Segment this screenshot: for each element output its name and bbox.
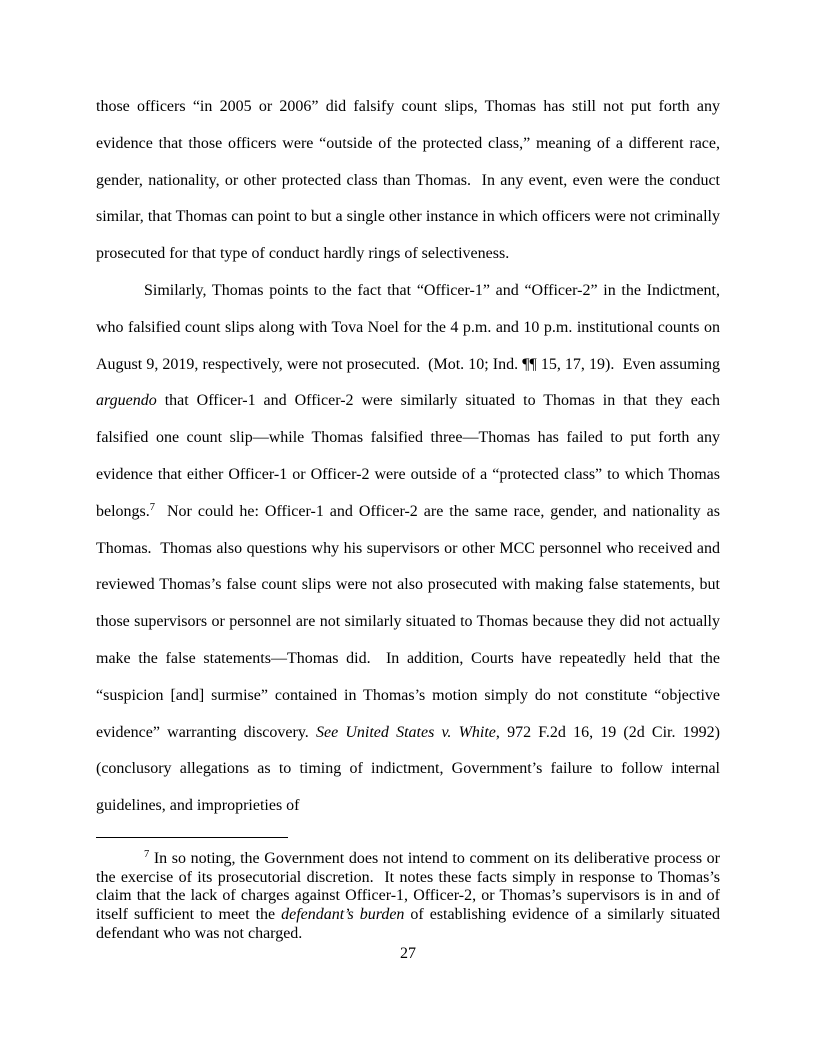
italic-text-run: See United States v. White	[315, 723, 496, 741]
footnote-reference: 7	[149, 501, 156, 513]
footnote-separator-rule	[96, 837, 288, 838]
text-run: In so noting, the Government does not intend to comment on its deliberative process or the exercise of its prosecutorial discretion. It notes these facts simply in response to Thomas’s claim that the lack of charges against Officer-1, Officer-2, or Thomas’s supervisors is in and of itself sufficient to meet the	[96, 850, 720, 924]
text-run: that Officer-1 and Officer-2 were similarly situated to Thomas in that they each falsified one count slip—while Thomas falsified three—Thomas has failed to put forth any evidence that either Officer-1 or Officer-2 were outside of a “protected class” to which Thomas belongs.	[96, 392, 720, 520]
footnote-text	[96, 850, 720, 944]
text-run: , 972 F.2d 16, 19 (2d Cir. 1992) (conclusory allegations as to timing of indictment, Government’s failure to follow internal guidelines, and improprieties of	[96, 723, 721, 815]
text-run: Similarly, Thomas points to the fact that “Officer-1” and “Officer-2” in the Indictment, who falsified count slips along with Tova Noel for the 4 p.m. and 10 p.m. institutional counts on August 9, 2019, respectively, were not prosecuted. (Mot. 10; Ind. ¶¶ 15, 17, 19). Even assuming	[96, 281, 720, 373]
footnote-reference: 7	[144, 849, 150, 860]
body-paragraph	[96, 273, 720, 825]
footnote-area	[96, 837, 720, 944]
text-run: those officers “in 2005 or 2006” did falsify count slips, Thomas has still not put forth any evidence that those officers were “outside of the protected class,” meaning of a different race, gender, nationality, or other protected class than Thomas. In any event, even were the conduct similar, that Thomas can point to but a single other instance in which officers were not criminally prosecuted for that type of conduct hardly rings of selectiveness.	[96, 98, 720, 263]
italic-text-run: defendant’s burden	[281, 906, 405, 924]
body-paragraph	[96, 89, 720, 273]
text-run: of establishing evidence of a similarly situated defendant who was not charged.	[96, 906, 720, 942]
document-body	[96, 89, 720, 825]
text-run: Nor could he: Officer-1 and Officer-2 are the same race, gender, and nationality as Thomas. Thomas also questions why his supervisors or other MCC personnel who received and reviewed Thomas’s false count slips were not also prosecuted with making false statements, but those supervisors or personnel are not similarly situated to Thomas because they did not actually make the false statements—Thomas did. In addition, Courts have repeatedly held that the “suspicion [and] surmise” contained in Thomas’s motion simply do not constitute “objective evidence” warranting discovery.	[96, 502, 720, 741]
italic-text-run: arguendo	[96, 392, 157, 410]
page-number: 27	[400, 945, 416, 962]
